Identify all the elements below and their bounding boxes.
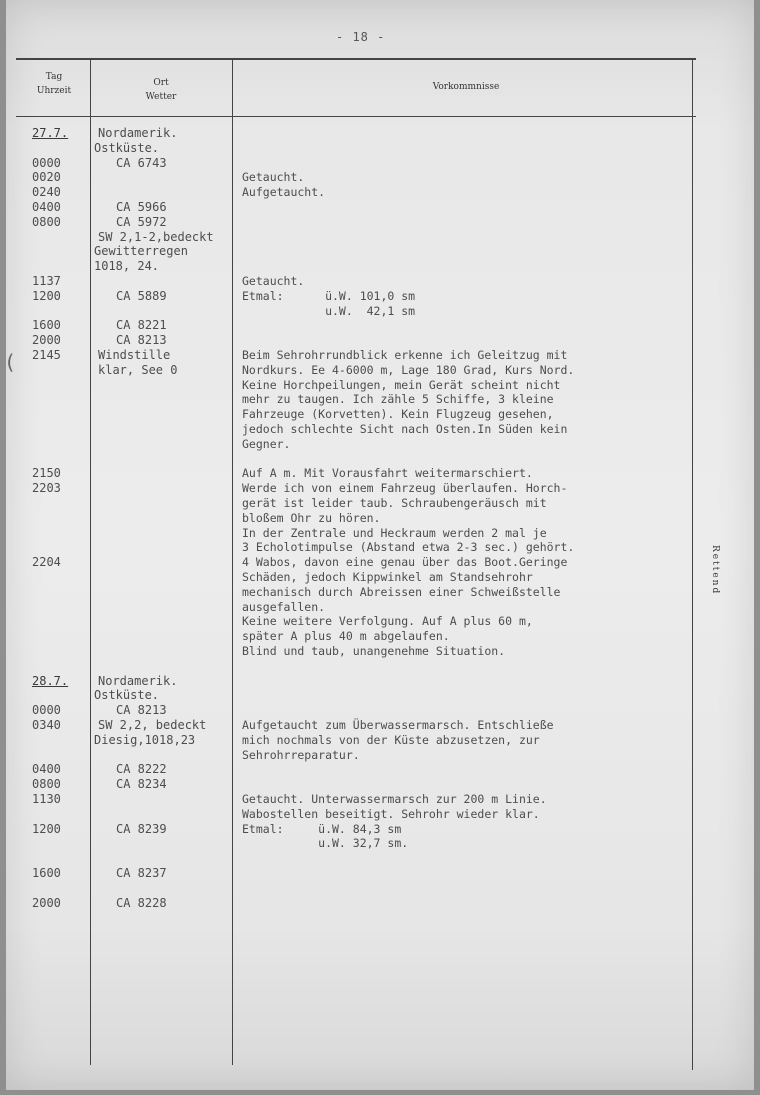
event-text-line: Aufgetaucht. bbox=[242, 185, 326, 200]
position-weather-cell: Windstille bbox=[98, 348, 171, 362]
event-text-line: Etmal: ü.W. 84,3 sm bbox=[242, 821, 402, 836]
header-tag: Tag bbox=[45, 72, 63, 82]
event-text-line: 3 Echolotimpulse (Abstand etwa 2-3 sec.) gehört. bbox=[242, 540, 575, 555]
header-bottom-rule bbox=[16, 116, 696, 117]
event-text-line: Etmal: ü.W. 101,0 sm bbox=[242, 288, 416, 303]
time-cell: 2204 bbox=[32, 555, 61, 570]
position-weather-cell: CA 8213 bbox=[116, 333, 167, 348]
time-cell: 0340 bbox=[32, 718, 61, 732]
header-tag-uhrzeit bbox=[22, 70, 86, 98]
position-weather-cell: SW 2,2, bedeckt bbox=[98, 718, 207, 732]
event-text-line: Blind und taub, unangenehme Situation. bbox=[242, 644, 506, 658]
event-text-line: 4 Wabos, davon eine genau über das Boot.Geringe bbox=[242, 555, 568, 570]
event-text-line: mehr zu taugen. Ich zähle 5 Schiffe, 3 kleine bbox=[242, 392, 554, 407]
position-weather-cell: CA 8239 bbox=[116, 821, 167, 836]
position-weather-cell: CA 6743 bbox=[116, 155, 167, 170]
event-text-line: u.W. 32,7 sm. bbox=[242, 836, 409, 851]
event-text-line: Keine Horchpeilungen, mein Gerät scheint nicht bbox=[242, 377, 561, 392]
position-weather-cell: CA 8237 bbox=[116, 866, 167, 880]
position-weather-cell: CA 8221 bbox=[116, 318, 167, 333]
position-weather-cell: CA 5966 bbox=[116, 200, 167, 214]
position-weather-cell: Ostküste. bbox=[94, 140, 160, 155]
position-weather-cell: SW 2,1-2,bedeckt bbox=[98, 229, 214, 244]
event-text-line: mechanisch durch Abreissen einer Schweißstelle bbox=[242, 584, 561, 599]
event-text-line: Aufgetaucht zum Überwassermarsch. Entschließe bbox=[242, 718, 554, 732]
event-text-line: später A plus 40 m abgelaufen. bbox=[242, 629, 450, 644]
document-page bbox=[6, 0, 754, 1090]
header-ort-wetter bbox=[116, 76, 206, 104]
time-cell: 0020 bbox=[32, 170, 61, 185]
position-weather-cell: klar, See 0 bbox=[98, 362, 178, 377]
event-text-line: In der Zentrale und Heckraum werden 2 mal je bbox=[242, 525, 547, 540]
event-text-line: jedoch schlechte Sicht nach Osten.In Süden kein bbox=[242, 422, 568, 436]
event-text-line: ausgefallen. bbox=[242, 599, 326, 614]
event-text-line: Keine weitere Verfolgung. Auf A plus 60 m, bbox=[242, 614, 533, 629]
time-cell: 2000 bbox=[32, 333, 61, 348]
column-divider-1 bbox=[90, 60, 91, 1065]
position-weather-cell: Nordamerik. bbox=[98, 673, 178, 688]
time-cell: 0800 bbox=[32, 214, 61, 229]
column-divider-2 bbox=[232, 60, 233, 1065]
time-cell: 0400 bbox=[32, 200, 61, 214]
time-cell: 1130 bbox=[32, 792, 61, 806]
event-text-line: Getaucht. bbox=[242, 170, 305, 185]
time-cell: 1200 bbox=[32, 288, 61, 303]
event-text-line: Schäden, jedoch Kippwinkel am Standsehrohr bbox=[242, 570, 533, 584]
date-cell: 27.7. bbox=[32, 126, 69, 140]
event-text-line: Gegner. bbox=[242, 436, 291, 451]
table-top-rule bbox=[16, 58, 696, 60]
header-ort: Ort bbox=[153, 78, 169, 88]
time-cell: 2000 bbox=[32, 895, 61, 910]
time-cell: 0240 bbox=[32, 185, 61, 200]
event-text-line: Fahrzeuge (Korvetten). Kein Flugzeug gesehen, bbox=[242, 407, 554, 422]
time-cell: 2150 bbox=[32, 466, 61, 481]
position-weather-cell: CA 8213 bbox=[116, 703, 167, 718]
event-text-line: mich nochmals von der Küste abzusetzen, zur bbox=[242, 732, 540, 747]
page-number: - 18 - bbox=[336, 30, 386, 44]
event-text-line: Nordkurs. Ee 4-6000 m, Lage 180 Grad, Kurs Nord. bbox=[242, 362, 575, 377]
column-divider-3 bbox=[692, 60, 693, 1070]
event-text-line: gerät ist leider taub. Schraubengeräusch mit bbox=[242, 496, 547, 510]
position-weather-cell: Diesig,1018,23 bbox=[94, 732, 196, 747]
position-weather-cell: CA 5889 bbox=[116, 288, 167, 303]
time-cell: 0000 bbox=[32, 703, 61, 718]
event-text-line: Getaucht. bbox=[242, 274, 305, 288]
position-weather-cell: CA 8228 bbox=[116, 895, 167, 910]
position-weather-cell: Ostküste. bbox=[94, 688, 160, 703]
position-weather-cell: CA 8234 bbox=[116, 777, 167, 792]
position-weather-cell: Nordamerik. bbox=[98, 126, 178, 140]
time-cell: 2203 bbox=[32, 481, 61, 496]
time-cell: 0800 bbox=[32, 777, 61, 792]
event-text-line: Werde ich von einem Fahrzeug überlaufen. Horch- bbox=[242, 481, 568, 496]
time-cell: 1137 bbox=[32, 274, 61, 288]
event-text-line: Auf A m. Mit Vorausfahrt weitermarschiert. bbox=[242, 466, 533, 481]
header-wetter: Wetter bbox=[145, 92, 177, 102]
position-weather-cell: Gewitterregen bbox=[94, 244, 188, 259]
position-weather-cell: CA 5972 bbox=[116, 214, 167, 229]
time-cell: 0400 bbox=[32, 762, 61, 777]
time-cell: 1600 bbox=[32, 318, 61, 333]
margin-bracket: ( bbox=[4, 350, 17, 374]
position-weather-cell: 1018, 24. bbox=[94, 259, 160, 274]
event-text-line: Sehrohrreparatur. bbox=[242, 747, 360, 762]
time-cell: 1200 bbox=[32, 821, 61, 836]
event-text-line: bloßem Ohr zu hören. bbox=[242, 510, 381, 525]
event-text-line: Wabostellen beseitigt. Sehrohr wieder klar. bbox=[242, 806, 540, 821]
header-vorkommnisse: Vorkommnisse bbox=[432, 82, 500, 92]
time-cell: 1600 bbox=[32, 866, 61, 880]
side-note: Rettend bbox=[710, 545, 720, 596]
event-text-line: Beim Sehrohrrundblick erkenne ich Geleitzug mit bbox=[242, 348, 568, 362]
header-uhrzeit: Uhrzeit bbox=[36, 86, 72, 96]
time-cell: 2145 bbox=[32, 348, 61, 362]
event-text-line: u.W. 42,1 sm bbox=[242, 303, 416, 318]
event-text-line: Getaucht. Unterwassermarsch zur 200 m Linie. bbox=[242, 792, 547, 806]
time-cell: 0000 bbox=[32, 155, 61, 170]
date-cell: 28.7. bbox=[32, 673, 69, 688]
position-weather-cell: CA 8222 bbox=[116, 762, 167, 777]
